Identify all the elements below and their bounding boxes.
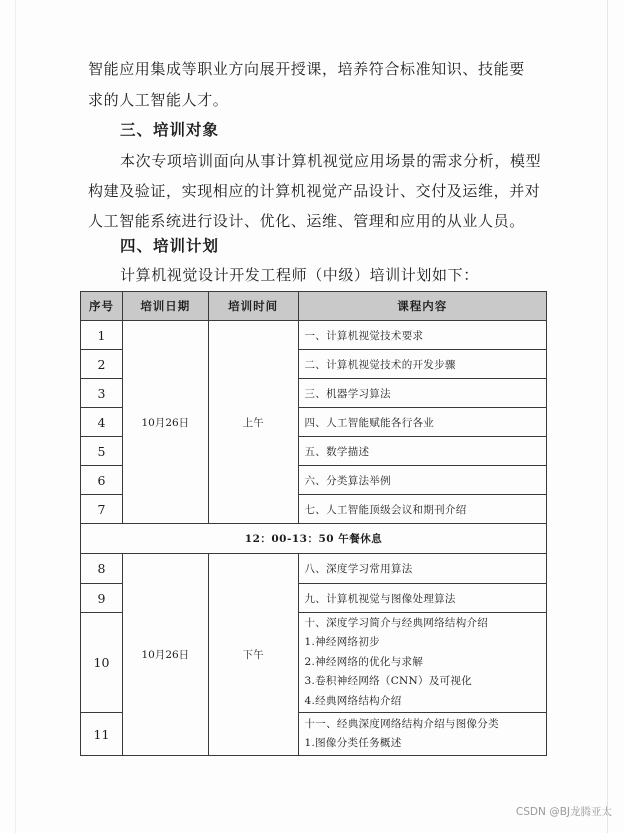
row-number: 2 <box>81 350 123 379</box>
intro-line-1: 智能应用集成等职业方向展开授课，培养符合标准知识、技能要 <box>88 60 525 78</box>
csdn-watermark: CSDN @BJ龙腾亚太 <box>515 806 612 818</box>
section-3-heading: 三、培训对象 <box>120 120 220 139</box>
course-cell: 一、计算机视觉技术要求 <box>298 321 547 350</box>
table-header-row <box>81 292 547 321</box>
header-course: 课程内容 <box>298 292 547 321</box>
table-row <box>81 321 547 350</box>
target-line-1: 本次专项培训面向从事计算机视觉应用场景的需求分析，模型 <box>120 152 542 170</box>
header-number: 序号 <box>81 292 123 321</box>
course-cell: 二、计算机视觉技术的开发步骤 <box>298 350 547 379</box>
training-plan-table <box>80 291 547 756</box>
course-line: 1.神经网络初步 <box>304 636 380 649</box>
course-cell <box>298 613 547 713</box>
course-cell <box>298 713 547 756</box>
intro-line-2: 求的人工智能人才。 <box>88 91 229 109</box>
section-4-heading: 四、培训计划 <box>120 236 220 255</box>
row-number: 5 <box>81 437 123 466</box>
course-cell: 八、深度学习常用算法 <box>298 554 547 584</box>
course-line: 2.神经网络的优化与求解 <box>304 655 424 668</box>
target-line-3: 人工智能系统进行设计、优化、运维、管理和应用的从业人员。 <box>88 212 525 230</box>
course-cell: 六、分类算法举例 <box>298 466 547 495</box>
table-row <box>81 554 547 584</box>
row-number: 4 <box>81 408 123 437</box>
row-number: 8 <box>81 554 123 584</box>
course-cell: 九、计算机视觉与图像处理算法 <box>298 584 547 613</box>
course-line: 1.图像分类任务概述 <box>304 737 402 749</box>
course-cell: 三、机器学习算法 <box>298 379 547 408</box>
course-cell: 七、人工智能顶级会议和期刊介绍 <box>298 495 547 524</box>
morning-date-cell: 10月26日 <box>122 321 208 524</box>
row-number: 7 <box>81 495 123 524</box>
morning-time-cell: 上午 <box>208 321 298 524</box>
row-number: 6 <box>81 466 123 495</box>
lunch-break-row <box>81 524 547 554</box>
row-number: 1 <box>81 321 123 350</box>
target-line-2: 构建及验证，实现相应的计算机视觉产品设计、交付及运维，并对 <box>88 182 541 200</box>
row-number: 9 <box>81 584 123 613</box>
course-line: 十一、经典深度网络结构介绍与图像分类 <box>304 717 499 730</box>
header-time: 培训时间 <box>208 292 298 321</box>
paper-edge-right <box>607 0 608 833</box>
row-number: 11 <box>81 713 123 756</box>
course-cell: 五、数学描述 <box>298 437 547 466</box>
row-number: 3 <box>81 379 123 408</box>
course-line: 4.经典网络结构介绍 <box>304 694 402 707</box>
paper-edge-left <box>15 0 16 833</box>
lunch-break-cell: 12：00-13：50 午餐休息 <box>81 524 547 554</box>
afternoon-time-cell: 下午 <box>208 554 298 756</box>
course-line: 十、深度学习简介与经典网络结构介绍 <box>304 616 489 629</box>
course-cell: 四、人工智能赋能各行各业 <box>298 408 547 437</box>
plan-intro: 计算机视觉设计开发工程师（中级）培训计划如下： <box>120 266 479 284</box>
afternoon-date-cell: 10月26日 <box>122 554 208 756</box>
header-date: 培训日期 <box>122 292 208 321</box>
course-line: 3.卷积神经网络（CNN）及可视化 <box>304 675 473 688</box>
row-number: 10 <box>81 613 123 713</box>
